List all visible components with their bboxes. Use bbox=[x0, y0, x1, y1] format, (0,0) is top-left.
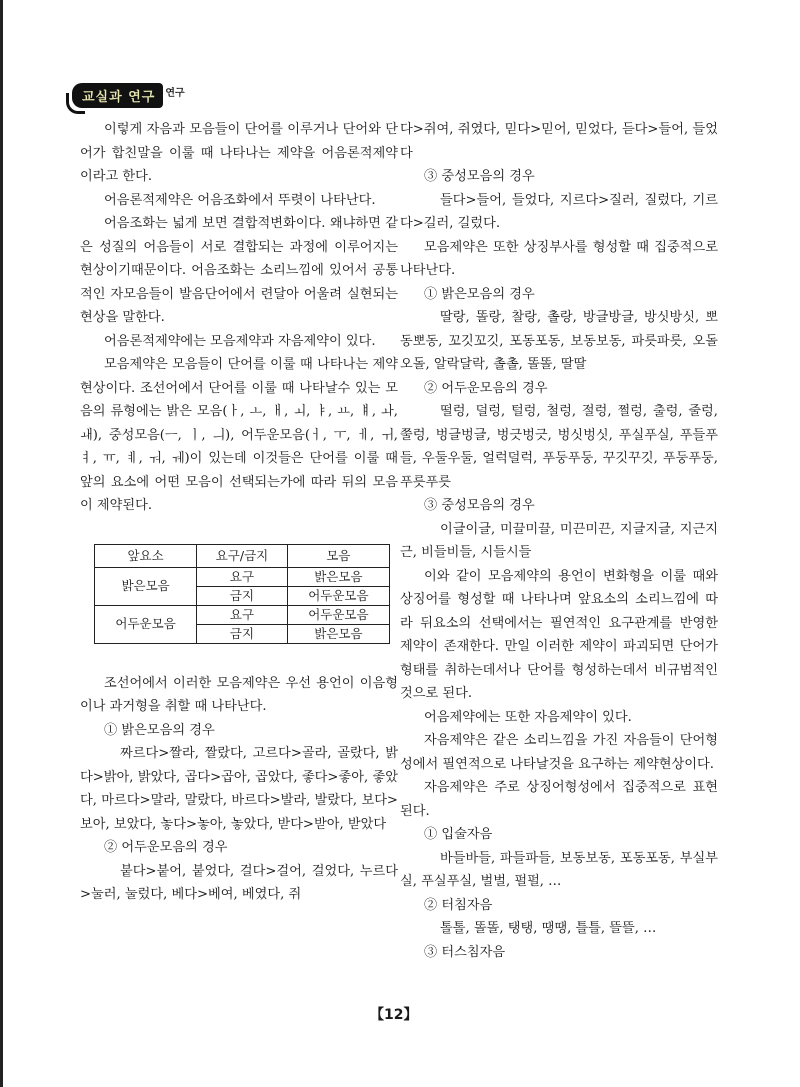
example-list: 짜르다>짤라, 짤랐다, 고르다>골라, 골랐다, 밝다>밝아, 밝았다, 곱다>곱아, 곱았다, 좋다>좋아, 좋았다, 마르다>말라, 말랐다, 바르다>발라, 발랐다, 보다>보아, 보았다, 놓다>놓아, 놓았다, 받다>받아, 받았다 bbox=[80, 746, 398, 832]
subheading: ① 밝은모음의 경우 bbox=[104, 722, 215, 738]
subheading: ③ 터스침자음 bbox=[424, 944, 506, 960]
example-list: 들다>들어, 들었다, 지르다>질러, 질렀다, 기르다>길러, 길렀다. bbox=[400, 192, 718, 231]
example-list: 다>쥐여, 쥐였다, 믿다>믿어, 믿었다, 듣다>들어, 들었다 bbox=[400, 122, 718, 161]
subheading: ② 터침자음 bbox=[424, 897, 493, 913]
table-header-cell: 모음 bbox=[287, 544, 389, 567]
paragraph: 자음제약은 주로 상징어형성에서 집중적으로 표현된다. bbox=[400, 780, 718, 819]
table-cell-front: 밝은모음 bbox=[95, 567, 197, 605]
example-list: 떨렁, 덜렁, 털렁, 철렁, 절렁, 쩔렁, 출렁, 줄렁, 쭐렁, 벙글벙글, 벙긋벙긋, 벙싯벙싯, 푸실푸실, 푸들푸들, 우둘우둘, 얼럭덜럭, 푸둥푸둥, 꾸깃꾸깃, 푸둥푸둥, 푸릇푸릇 bbox=[400, 404, 718, 490]
subheading: ② 어두운모음의 경우 bbox=[104, 840, 228, 855]
table-cell-rule: 요구 bbox=[197, 567, 288, 586]
subheading: ① 입술자음 bbox=[424, 827, 493, 842]
subheading: ③ 중성모음의 경우 bbox=[424, 498, 535, 513]
example-list: 딸랑, 똘랑, 찰랑, 촐랑, 방글방글, 방싯방싯, 뽀동뽀동, 꼬깃꼬깃, 포동포동, 보동보동, 파릇파릇, 오돌오돌, 알락달락, 촐촐, 똘똘, 딸딸 bbox=[400, 310, 718, 372]
right-column bbox=[400, 118, 718, 964]
table-row bbox=[95, 605, 390, 624]
table-header-cell: 요구/금지 bbox=[197, 544, 288, 567]
table-cell-vowel: 어두운모음 bbox=[287, 605, 389, 624]
paragraph: 모음제약은 또한 상징부사를 형성할 때 집중적으로 나타난다. bbox=[400, 239, 718, 278]
subheading: ① 밝은모음의 경우 bbox=[424, 286, 535, 302]
paragraph: 이와 같이 모음제약의 용언이 변화형을 이룰 때와 상징어를 형성할 때 나타나며 앞요소의 소리느낌에 따라 뒤요소의 선택에서는 필연적인 요구관계를 반영한 제약이 존재한다. 만일 이러한 제약이 파괴되면 단어가 형태를 취하는데서나 단어를 형성하는데서 비규범적인것으로 된다. bbox=[400, 568, 718, 701]
example-list: 이글이글, 미끌미끌, 미끈미끈, 지글지글, 지근지근, 비들비들, 시들시들 bbox=[400, 521, 718, 560]
subheading: ③ 중성모음의 경우 bbox=[424, 169, 535, 184]
paragraph: 모음제약은 모음들이 단어를 이룰 때 나타나는 제약현상이다. 조선어에서 단어를 이룰 때 나타날수 있는 모음의 류형에는 밝은 모음(ㅏ, ㅗ, ㅐ, ㅚ, ㅑ, ㅛ, ㅒ, ㅘ, ㅙ), 중성모음(ㅡ, ㅣ, ㅢ), 어두운모음(ㅓ, ㅜ, ㅔ, ㅟ, ㅕ, ㅠ, ㅖ, ㅝ, ㅞ)이 있는데 이것들은 단어를 이룰 때 앞의 요소에 어떤 모음이 선택되는가에 따라 뒤의 모음이 제약된다. bbox=[80, 357, 398, 513]
logo-suffix: 연구 bbox=[165, 87, 185, 99]
table-header-row bbox=[95, 544, 390, 567]
example-list: 톨톨, 똘똘, 탱탱, 땡땡, 틀틀, 뜰뜰, … bbox=[440, 921, 657, 936]
table-cell-rule: 금지 bbox=[197, 624, 288, 643]
table-cell-vowel: 밝은모음 bbox=[287, 567, 389, 586]
header-logo bbox=[72, 83, 185, 107]
table-row bbox=[95, 567, 390, 586]
table-cell-vowel: 어두운모음 bbox=[287, 586, 389, 605]
vowel-constraint-table bbox=[94, 544, 390, 644]
paragraph: 어음론적제약에는 모음제약과 자음제약이 있다. bbox=[104, 333, 376, 349]
table-cell-rule: 요구 bbox=[197, 605, 288, 624]
table-cell-vowel: 밝은모음 bbox=[287, 624, 389, 643]
paragraph: 이렇게 자음과 모음들이 단어를 이루거나 단어와 단어가 합친말을 이룰 때 나타나는 제약을 어음론적제약이라고 한다. bbox=[80, 122, 398, 184]
logo-text: 교실과 연구 bbox=[72, 83, 163, 108]
example-list: 바들바들, 파들파들, 보동보동, 포동포동, 부실부실, 푸실푸실, 벌벌, 펄펄, … bbox=[400, 850, 718, 889]
paragraph: 어음조화는 넓게 보면 결합적변화이다. 왜냐하면 같은 성질의 어음들이 서로 결합되는 과정에 이루어지는 현상이기때문이다. 어음조화는 소리느낌에 있어서 공통적인 자모음들이 발음단어에서 련달아 어울려 실현되는 현상을 말한다. bbox=[80, 216, 398, 325]
table-cell-front: 어두운모음 bbox=[95, 605, 197, 643]
subheading: ② 어두운모음의 경우 bbox=[424, 380, 548, 396]
paragraph: 조선어에서 이러한 모음제약은 우선 용언이 이음형이나 과거형을 취할 때 나타난다. bbox=[80, 675, 398, 714]
logo-swirl-icon bbox=[66, 93, 85, 114]
paragraph: 자음제약은 같은 소리느낌을 가진 자음들이 단어형성에서 필연적으로 나타날것을 요구하는 제약현상이다. bbox=[400, 733, 718, 772]
paragraph: 어음론적제약은 어음조화에서 뚜렷이 나타난다. bbox=[104, 192, 376, 208]
left-column bbox=[80, 118, 398, 907]
paragraph: 어음제약에는 또한 자음제약이 있다. bbox=[424, 709, 632, 725]
table-cell-rule: 금지 bbox=[197, 586, 288, 605]
page-number: 【12】 bbox=[370, 1007, 418, 1023]
table-header-cell: 앞요소 bbox=[95, 544, 197, 567]
example-list: 붙다>붙어, 붙었다, 걸다>걸어, 걸었다, 누르다>눌러, 눌렀다, 베다>베여, 베였다, 쥐 bbox=[80, 863, 398, 902]
page-spine-edge bbox=[0, 0, 3, 1087]
